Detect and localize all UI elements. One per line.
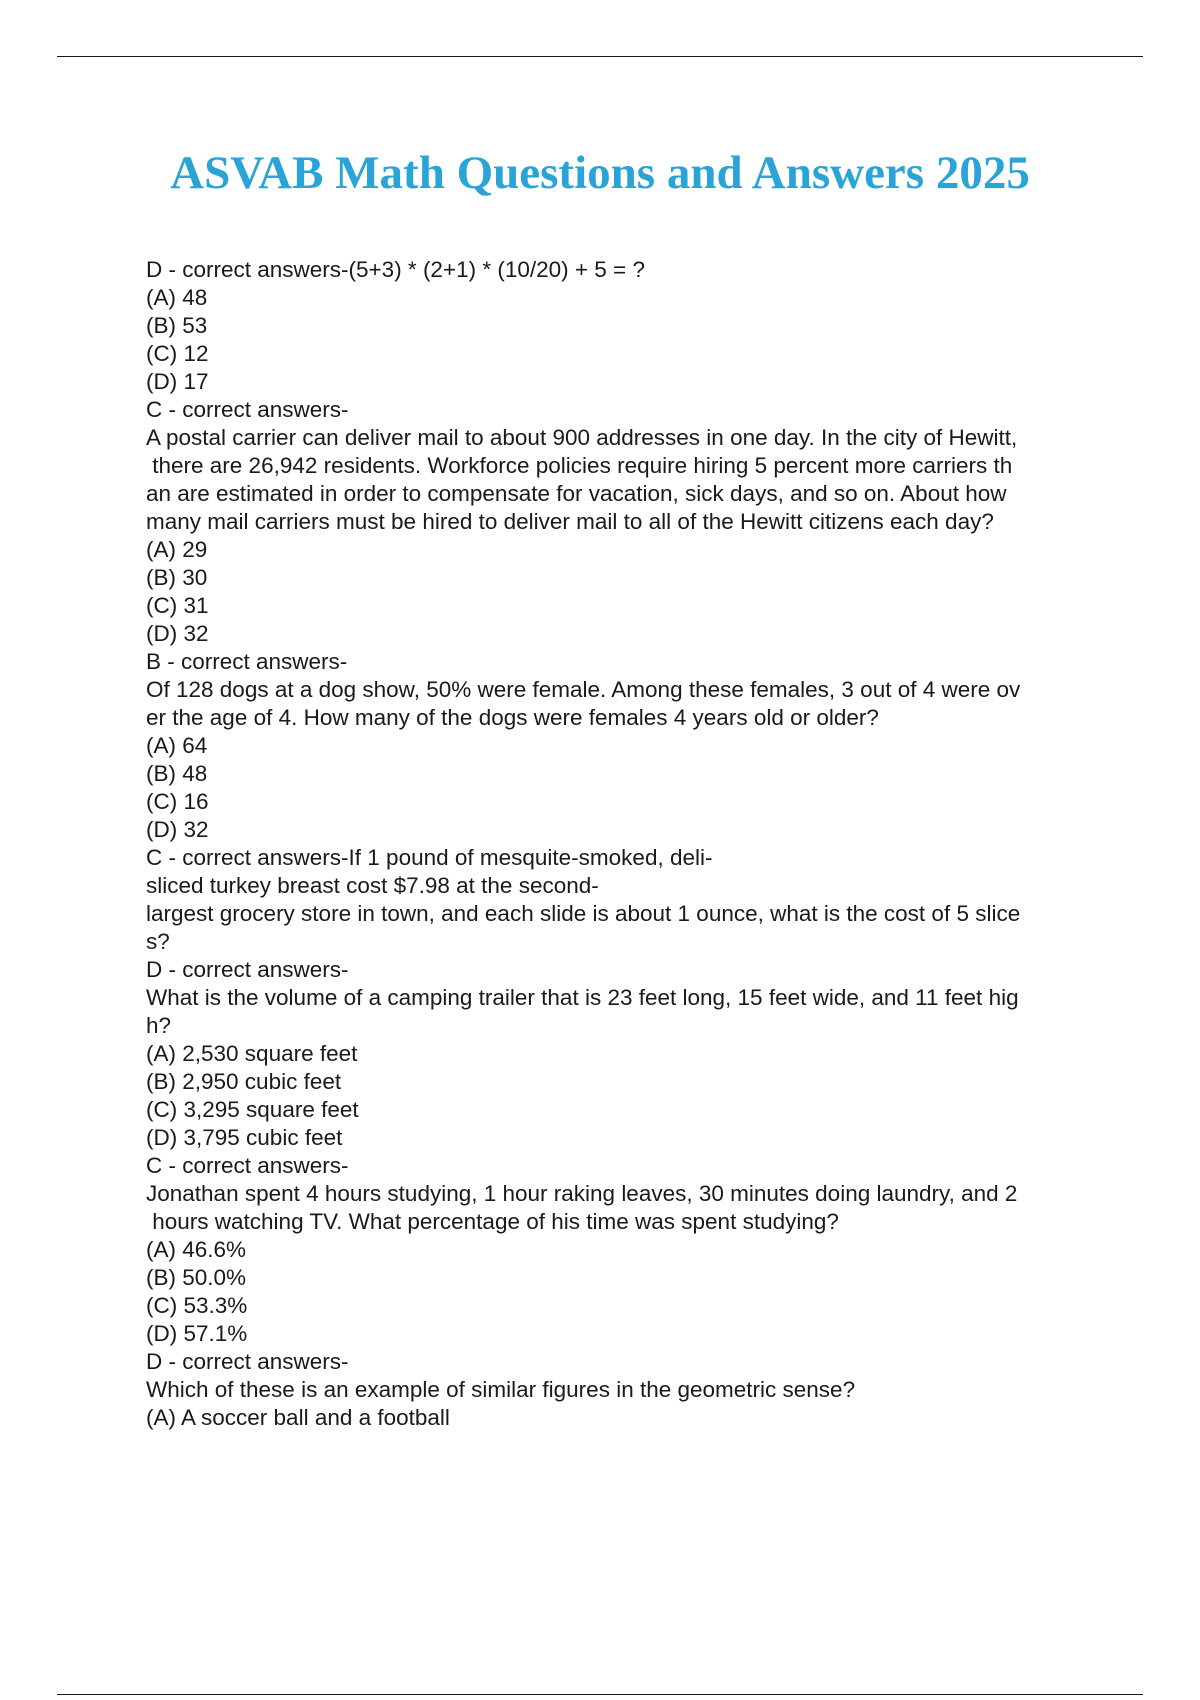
text-line: (D) 32	[146, 817, 209, 842]
text-line: What is the volume of a camping trailer that is 23 feet long, 15 feet wide, and 11 feet hig	[146, 985, 1019, 1010]
text-line: (B) 2,950 cubic feet	[146, 1069, 342, 1094]
text-line: many mail carriers must be hired to deliver mail to all of the Hewitt citizens each day?	[146, 509, 994, 534]
text-line: (A) 46.6%	[146, 1237, 247, 1262]
text-line: (A) 29	[146, 537, 208, 562]
question-list	[146, 256, 1096, 1432]
text-line: (D) 57.1%	[146, 1321, 248, 1346]
text-line: largest grocery store in town, and each slide is about 1 ounce, what is the cost of 5 slice	[146, 901, 1021, 926]
text-line: D - correct answers-	[146, 1349, 349, 1374]
text-line: C - correct answers-	[146, 397, 349, 422]
text-line: (D) 3,795 cubic feet	[146, 1125, 343, 1150]
text-line: (D) 17	[146, 369, 209, 394]
text-line: Jonathan spent 4 hours studying, 1 hour raking leaves, 30 minutes doing laundry, and 2	[146, 1181, 1018, 1206]
text-line: D - correct answers-	[146, 957, 349, 982]
text-line: (B) 53	[146, 313, 208, 338]
text-line: Of 128 dogs at a dog show, 50% were female. Among these females, 3 out of 4 were ov	[146, 677, 1021, 702]
text-line: (C) 16	[146, 789, 209, 814]
text-line: (C) 53.3%	[146, 1293, 248, 1318]
text-line: er the age of 4. How many of the dogs were females 4 years old or older?	[146, 705, 879, 730]
text-line: (B) 30	[146, 565, 208, 590]
text-line: (C) 31	[146, 593, 209, 618]
text-line: s?	[146, 929, 170, 954]
text-line: A postal carrier can deliver mail to about 900 addresses in one day. In the city of Hewitt,	[146, 425, 1018, 450]
page-title: ASVAB Math Questions and Answers 2025	[170, 147, 1030, 199]
text-line: sliced turkey breast cost $7.98 at the second-	[146, 873, 599, 898]
text-line: (A) 64	[146, 733, 208, 758]
text-line: (B) 48	[146, 761, 208, 786]
text-line: an are estimated in order to compensate for vacation, sick days, and so on. About how	[146, 481, 1007, 506]
text-line: hours watching TV. What percentage of his time was spent studying?	[146, 1209, 839, 1234]
text-line: Which of these is an example of similar figures in the geometric sense?	[146, 1377, 856, 1402]
text-line: (C) 12	[146, 341, 209, 366]
text-line: B - correct answers-	[146, 649, 348, 674]
bottom-rule	[57, 1694, 1143, 1695]
text-line: C - correct answers-	[146, 1153, 349, 1178]
text-line: (B) 50.0%	[146, 1265, 247, 1290]
text-line: (A) 48	[146, 285, 208, 310]
text-line: (A) A soccer ball and a football	[146, 1405, 450, 1430]
top-rule	[57, 56, 1143, 57]
text-line: (A) 2,530 square feet	[146, 1041, 358, 1066]
text-line: (C) 3,295 square feet	[146, 1097, 359, 1122]
text-line: there are 26,942 residents. Workforce policies require hiring 5 percent more carriers th	[146, 453, 1013, 478]
text-line: D - correct answers-(5+3) * (2+1) * (10/20) + 5 = ?	[146, 257, 645, 282]
text-line: h?	[146, 1013, 172, 1038]
text-line: (D) 32	[146, 621, 209, 646]
text-line: C - correct answers-If 1 pound of mesquite-smoked, deli-	[146, 845, 713, 870]
